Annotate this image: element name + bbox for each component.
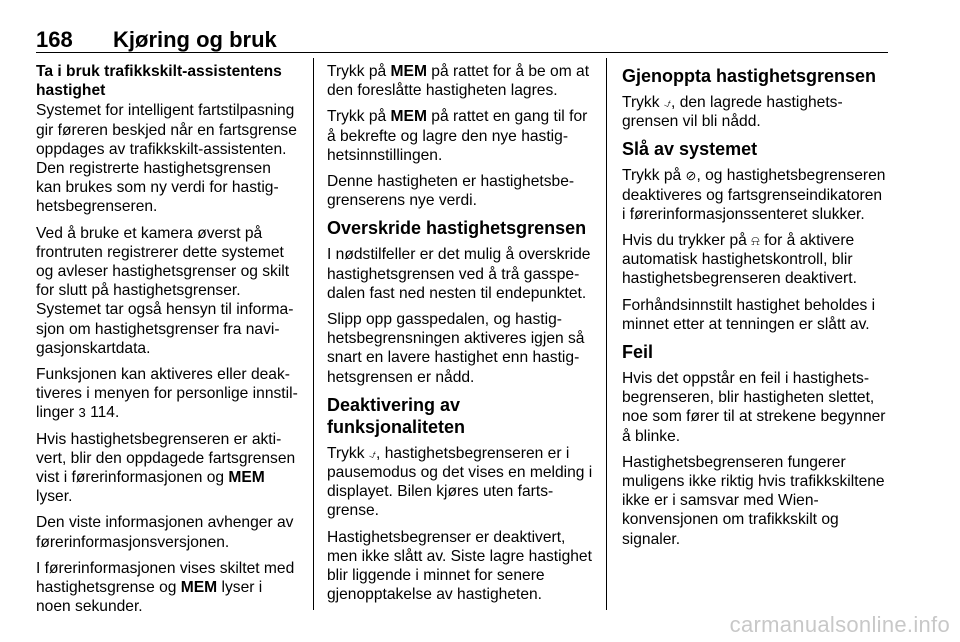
- header-rule: [36, 52, 888, 53]
- pause-resume-icon: ⍻: [663, 95, 672, 110]
- mem-label: MEM: [228, 469, 265, 487]
- paragraph: I førerinformasjonen vises skiltet med hastighetsgrense og MEM lyser i noen sekunder.: [36, 559, 295, 616]
- paragraph: Hastighetsbegrenseren fungerer muligens ikke riktig hvis trafikkskiltene ikke er i samsvar med Wien-konvensjonen om trafikkskilt og signaler.: [622, 453, 885, 548]
- paragraph: Trykk på MEM på rattet for å be om at den foreslåtte hastigheten lagres.: [327, 63, 590, 100]
- page-reference-link[interactable]: 114: [90, 404, 115, 422]
- paragraph: I nødstilfeller er det mulig å overskride hastighetsgrensen ved å trå gasspedalen fast ned nesten til endepunktet.: [327, 246, 591, 302]
- cruise-control-icon: ⍾: [751, 233, 760, 249]
- paragraph: Trykk på MEM på rattet en gang til for å bekrefte og lagre den nye hastighetsinnstillingen.: [327, 108, 588, 164]
- paragraph: Funksjonen kan aktiveres eller deaktiveres i menyen for personlige innstillinger 3 114.: [36, 366, 298, 422]
- paragraph: Trykk ⍻, den lagrede hastighetsgrensen vil bli nådd.: [622, 94, 843, 131]
- mem-label: MEM: [180, 579, 218, 597]
- paragraph: Denne hastigheten er hastighetsbegrenserens nye verdi.: [327, 173, 575, 210]
- paragraph: Ved å bruke et kamera øverst på frontruten registrerer dette systemet og avleser hastighetsgrenser og skilt for slutt på hastighetsgrenser. Systemet tar også hensyn til informasjon om hastighetsgrenser fra navigasjonskartdata.: [36, 224, 294, 357]
- page-reference-arrow-icon: 3: [78, 405, 86, 421]
- paragraph: Hvis hastighetsbegrenseren er aktivert, blir den oppdagede fartsgrensen vist i førerinformasjonen og MEM lyser.: [36, 430, 296, 506]
- column-divider-2: [606, 58, 607, 610]
- section-heading-resume: Gjenoppta hastighetsgrensen: [622, 66, 877, 86]
- column-2: [327, 62, 593, 611]
- section-heading-turn-off: Slå av systemet: [622, 139, 758, 160]
- paragraph: Hastighetsbegrenser er deaktivert, men ikke slått av. Siste lagre hastighet blir liggende i minnet for senere gjenopptakelse av hastigheten.: [327, 528, 592, 604]
- paragraph: Hvis du trykker på ⍾ for å aktivere automatisk hastighetskontroll, blir hastighetsbegrenseren deaktivert.: [622, 232, 857, 288]
- paragraph: Den viste informasjonen avhenger av førerinformasjonsversjonen.: [36, 514, 294, 551]
- column-1: [36, 62, 298, 623]
- chapter-title: Kjøring og bruk: [113, 27, 277, 52]
- mem-label: MEM: [390, 63, 427, 80]
- paragraph: Trykk ⍻, hastighetsbegrenseren er i pausemodus og det vises en melding i displayet. Bilen kjøres uten fartsgrense.: [327, 444, 593, 520]
- paragraph: Hvis det oppstår en feil i hastighetsbegrenseren, blir hastigheten slettet, noe som fører til at strekene begynner å blinke.: [622, 370, 886, 445]
- watermark-text: carmanualsonline.info: [729, 612, 950, 637]
- paragraph: Slipp opp gasspedalen, og hastighetsbegrensningen aktiveres igjen så snart en lavere hastighet enn hastighetsgrensen er nådd.: [327, 311, 585, 386]
- section-heading-deactivation: Deaktivering av funksjonaliteten: [327, 394, 466, 437]
- section-heading-exceed-limit: Overskride hastighetsgrensen: [327, 218, 587, 239]
- section-heading-traffic-sign: Ta i bruk trafikkskilt-assistentens hastighet: [36, 63, 282, 100]
- page-number: 168: [36, 27, 73, 52]
- paragraph: Trykk på ⊘, og hastighetsbegrenseren deaktiveres og fartsgrenseindikatoren i førerinformasjonssenteret slukker.: [622, 167, 886, 223]
- section-heading-fault: Feil: [622, 342, 654, 363]
- speed-limiter-icon: ⊘: [685, 168, 697, 184]
- paragraph: Systemet for intelligent fartstilpasning gir føreren beskjed når en fartsgrense oppdages av trafikkskilt-assistenten. Den registrerte hastighetsgrensen kan brukes som ny verdi for hastighetsbegrenseren.: [36, 102, 297, 216]
- page-header: [36, 28, 888, 52]
- pause-resume-icon: ⍻: [368, 445, 377, 461]
- paragraph: Forhåndsinnstilt hastighet beholdes i minnet etter at tenningen er slått av.: [622, 296, 876, 333]
- mem-label: MEM: [390, 108, 427, 126]
- column-divider-1: [313, 58, 314, 610]
- column-3: [622, 62, 888, 556]
